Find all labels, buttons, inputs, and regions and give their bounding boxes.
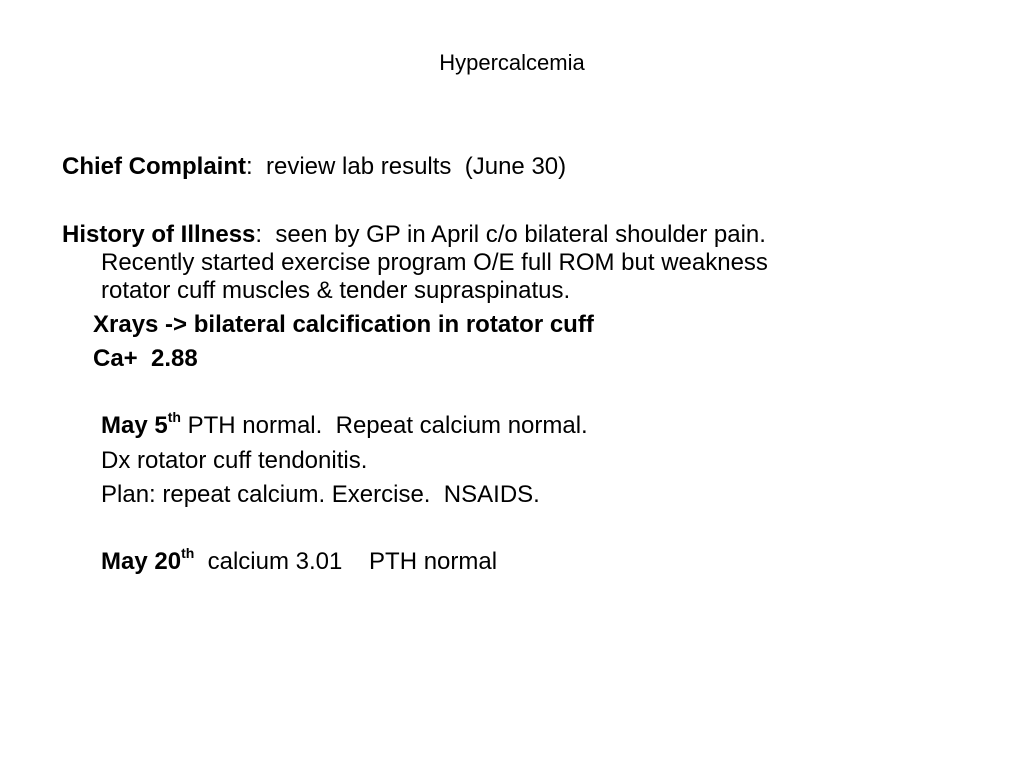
may20-sup: th — [181, 545, 195, 561]
history-separator: : — [255, 221, 263, 248]
history-line-3: rotator cuff muscles & tender supraspinatus. — [101, 277, 571, 304]
slide-title: Hypercalcemia — [439, 50, 585, 75]
may20-text: calcium 3.01 PTH normal — [194, 548, 498, 575]
chief-complaint-line — [62, 153, 566, 181]
chief-complaint-separator: : — [246, 153, 253, 180]
history-line-2: Recently started exercise program O/E full ROM but weakness — [101, 249, 768, 276]
plan-line: Plan: repeat calcium. Exercise. NSAIDS. — [101, 481, 540, 508]
history-label: History of Illness — [62, 221, 256, 248]
may20-date: May 20 — [101, 548, 182, 575]
xrays-line: Xrays -> bilateral calcification in rotator cuff — [93, 311, 594, 338]
dx-line: Dx rotator cuff tendonitis. — [101, 447, 368, 474]
may5-line — [101, 409, 588, 440]
may5-date: May 5 — [101, 412, 168, 439]
may20-line — [101, 545, 498, 576]
may5-text: PTH normal. Repeat calcium normal. — [180, 412, 588, 439]
chief-complaint-text: review lab results (June 30) — [252, 153, 567, 180]
calcium-line: Ca+ 2.88 — [93, 345, 198, 372]
may5-sup: th — [167, 409, 181, 425]
chief-complaint-label: Chief Complaint — [62, 153, 246, 180]
history-line-1 — [62, 221, 766, 249]
history-text-1: seen by GP in April c/o bilateral shoulder pain. — [262, 221, 766, 248]
